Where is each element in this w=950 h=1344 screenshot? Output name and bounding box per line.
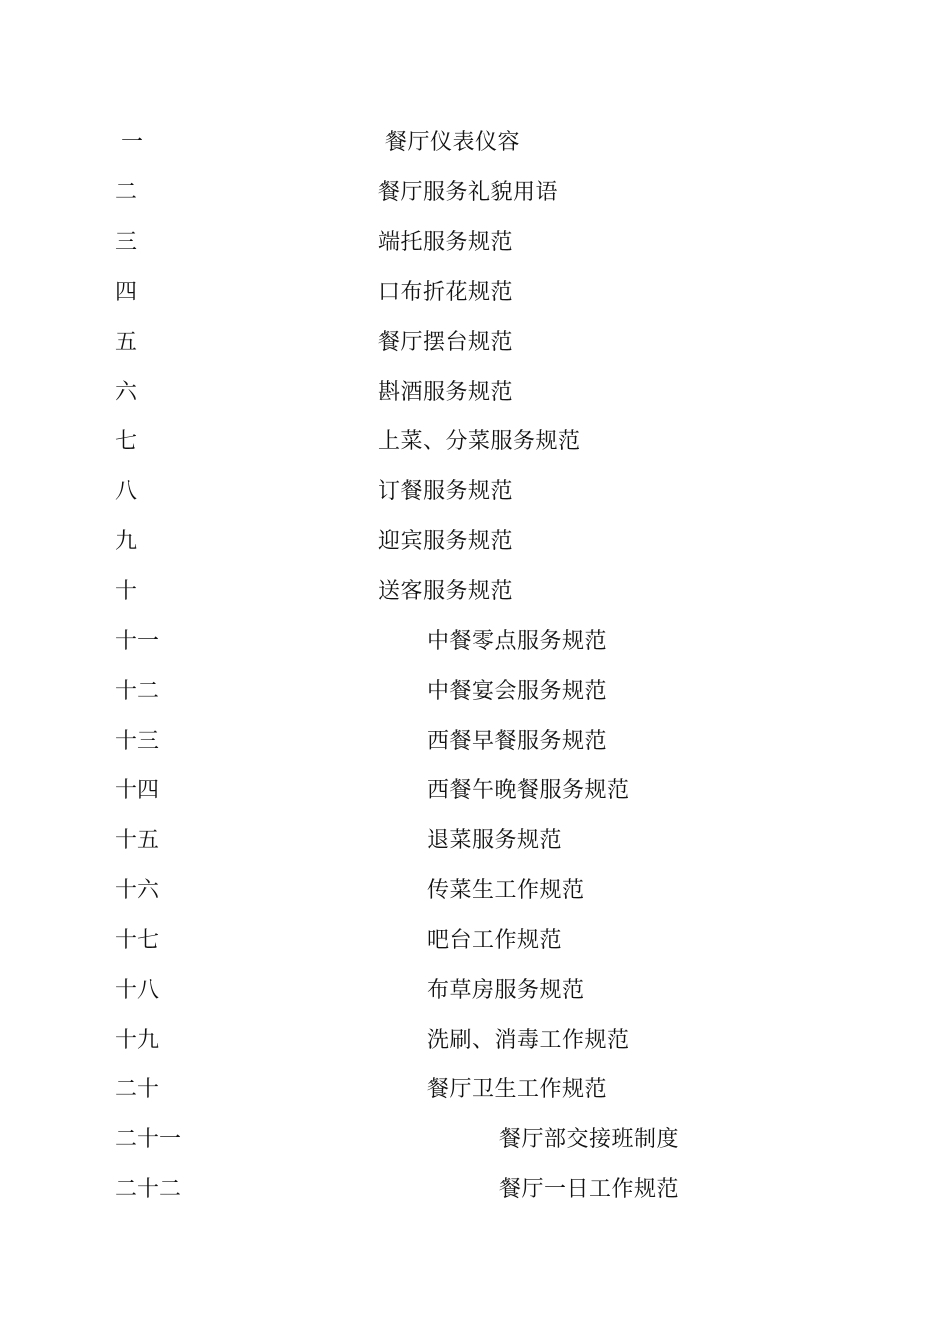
toc-title: 中餐零点服务规范 (427, 629, 608, 654)
toc-title: 餐厅摆台规范 (378, 330, 514, 355)
toc-number: 六 (115, 380, 138, 405)
toc-entry (0, 727, 950, 757)
toc-entry (0, 876, 950, 906)
toc-title: 餐厅仪表仪容 (385, 130, 521, 155)
toc-number: 十八 (115, 978, 160, 1003)
toc-entry (0, 677, 950, 707)
toc-number: 二十 (115, 1077, 160, 1102)
toc-title: 餐厅一日工作规范 (499, 1177, 680, 1202)
toc-title: 端托服务规范 (378, 230, 514, 255)
toc-title: 上菜、分菜服务规范 (378, 429, 581, 454)
toc-entry (0, 527, 950, 557)
toc-title: 中餐宴会服务规范 (427, 679, 608, 704)
toc-title: 餐厅服务礼貌用语 (378, 180, 559, 205)
toc-entry (0, 826, 950, 856)
toc-title: 斟酒服务规范 (378, 380, 514, 405)
toc-entry (0, 776, 950, 806)
toc-number: 十三 (115, 729, 160, 754)
toc-number: 二十一 (115, 1127, 182, 1152)
toc-number: 十一 (115, 629, 160, 654)
toc-entry (0, 926, 950, 956)
toc-number: 十五 (115, 828, 160, 853)
toc-title: 迎宾服务规范 (378, 529, 514, 554)
toc-title: 订餐服务规范 (378, 479, 514, 504)
toc-entry (0, 1075, 950, 1105)
toc-number: 八 (115, 479, 138, 504)
toc-number: 九 (115, 529, 138, 554)
toc-number: 四 (115, 280, 138, 305)
toc-title: 西餐午晚餐服务规范 (427, 778, 630, 803)
toc-title: 吧台工作规范 (427, 928, 563, 953)
toc-title: 传菜生工作规范 (427, 878, 585, 903)
toc-title: 布草房服务规范 (427, 978, 585, 1003)
toc-entry (0, 1026, 950, 1056)
toc-entry (0, 228, 950, 258)
toc-number: 十 (115, 579, 138, 604)
toc-entry (0, 128, 950, 158)
toc-entry (0, 378, 950, 408)
toc-entry (0, 178, 950, 208)
toc-title: 口布折花规范 (378, 280, 514, 305)
toc-title: 洗刷、消毒工作规范 (427, 1028, 630, 1053)
toc-entry (0, 1175, 950, 1205)
toc-entry (0, 278, 950, 308)
toc-number: 十六 (115, 878, 160, 903)
toc-entry (0, 627, 950, 657)
toc-number: 二十二 (115, 1177, 182, 1202)
toc-title: 西餐早餐服务规范 (427, 729, 608, 754)
toc-title: 餐厅部交接班制度 (499, 1127, 680, 1152)
toc-number: 十四 (115, 778, 160, 803)
toc-title: 餐厅卫生工作规范 (427, 1077, 608, 1102)
toc-number: 二 (115, 180, 138, 205)
toc-entry (0, 328, 950, 358)
toc-number: 七 (115, 429, 138, 454)
toc-number: 三 (115, 230, 138, 255)
toc-entry (0, 1125, 950, 1155)
toc-number: 一 (121, 130, 144, 155)
toc-number: 十二 (115, 679, 160, 704)
toc-entry (0, 577, 950, 607)
toc-entry (0, 976, 950, 1006)
toc-title: 退菜服务规范 (427, 828, 563, 853)
toc-entry (0, 427, 950, 457)
toc-number: 十七 (115, 928, 160, 953)
toc-entry (0, 477, 950, 507)
toc-number: 十九 (115, 1028, 160, 1053)
toc-title: 送客服务规范 (378, 579, 514, 604)
toc-number: 五 (115, 330, 138, 355)
